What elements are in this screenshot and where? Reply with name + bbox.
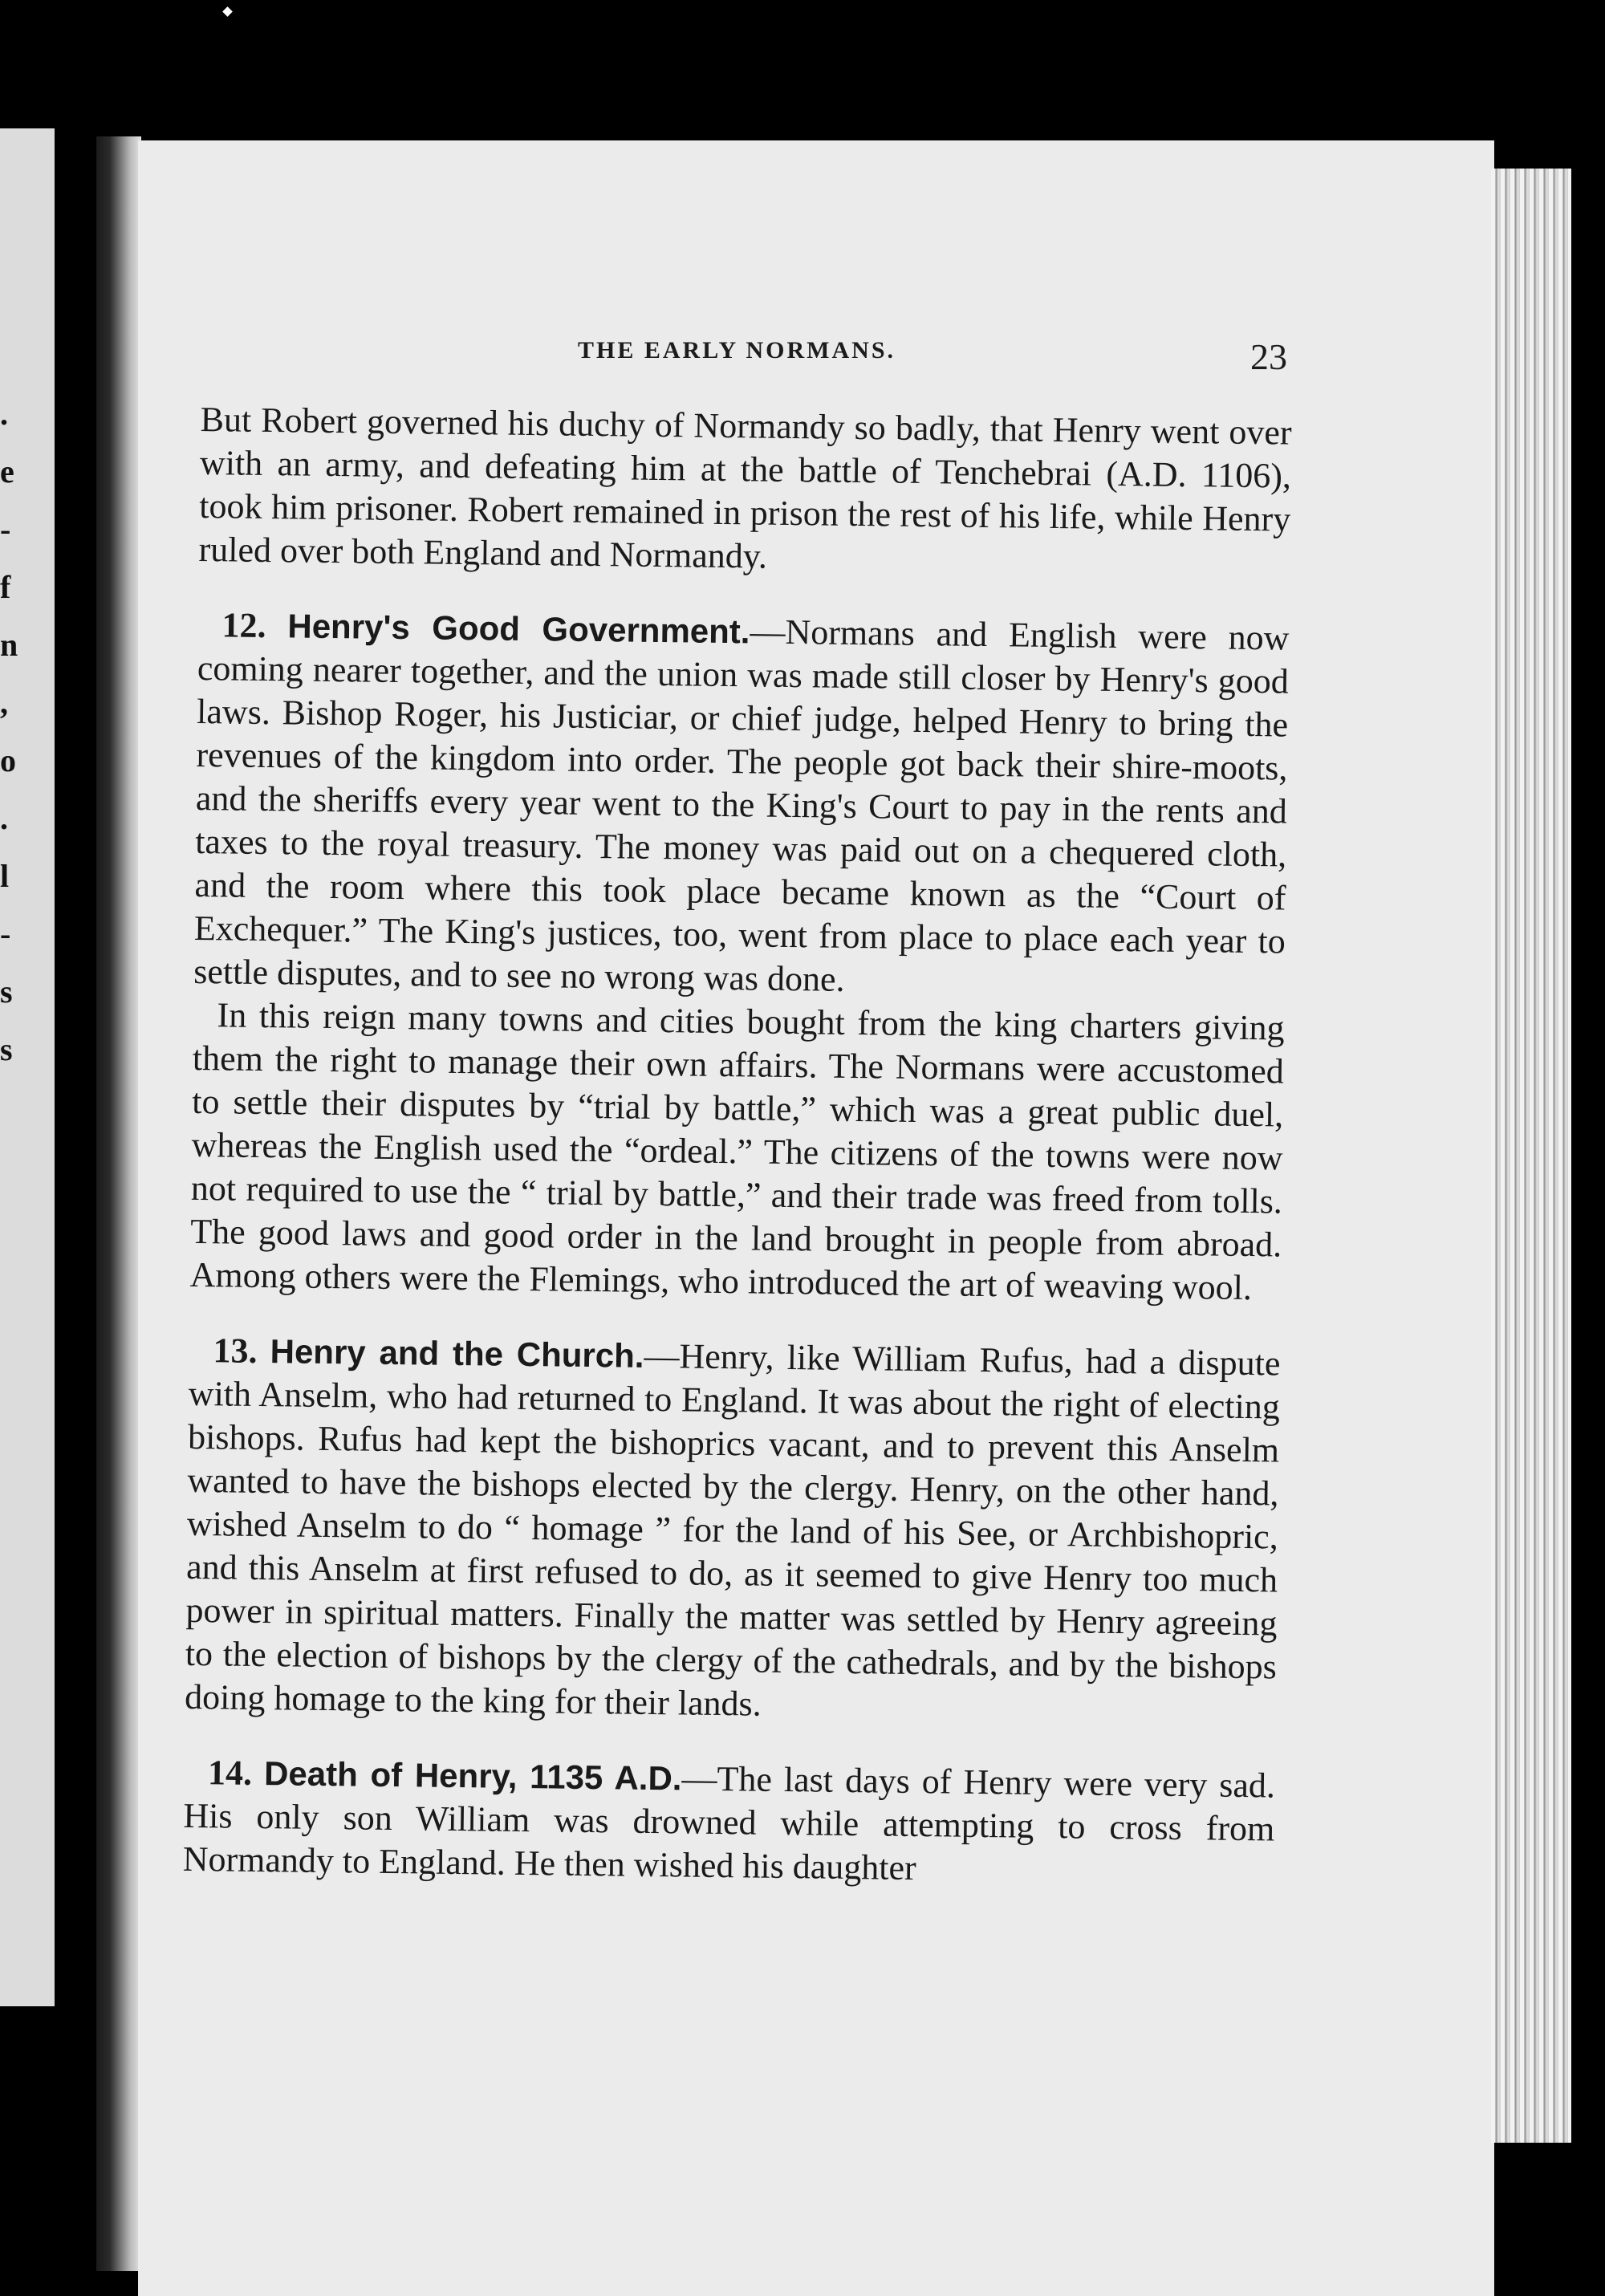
running-head: THE EARLY NORMANS. (578, 337, 896, 364)
book-spine-gutter (96, 136, 141, 2271)
fragment: s (0, 1031, 13, 1067)
section-number: 12. (221, 605, 266, 646)
paragraph-indent: In this reign many towns and cities bought from the king charters giving them the right to manage their own affairs. The Normans were accustomed to settle their disputes by “trial by battle,” which was a great public duel, whereas the English used the “ordeal.” The citizens of the towns were now not required to use the “ trial by battle,” and their trade was freed from tolls. The good laws and good order in the land brought in people from abroad. Among others were the Flemings, who introduced the art of weaving wool. (189, 995, 1285, 1308)
fragment: o (0, 742, 16, 778)
fragment: - (0, 511, 11, 547)
section-heading: Henry's Good Government. (287, 607, 750, 651)
fragment: l (0, 858, 10, 894)
fragment: . (0, 800, 8, 836)
section-text: —Normans and English were now coming nearer together, and the union was made still closer by Henry's good laws. Bishop Roger, his Justiciar, or chief judge, helped Henry to bring the revenues of the kingdom into order. The people got back their shire-moots, and the sheriffs every year went to the King's Court to pay in the rents and taxes to the royal treasury. The money was paid out on a chequered cloth, and the room where this took place became known as the “Court of Exchequer.” The King's justices, too, went from place to place each year to settle disputes, and to see no wrong was done. (193, 612, 1290, 999)
page-text (182, 398, 1291, 1894)
fragment: f (0, 569, 11, 605)
section-14 (182, 1751, 1275, 1895)
section-heading: Death of Henry, 1135 A.D. (263, 1754, 682, 1798)
fragment: - (0, 916, 11, 952)
section-number: 14. (207, 1753, 253, 1793)
fragment: , (0, 685, 8, 721)
section-12 (193, 603, 1290, 1007)
section-text: —The last days of Henry were very sad. His only son William was drowned while attempting to cross from Normandy to England. He then wished his daughter (182, 1758, 1276, 1888)
facing-page-fragments (0, 385, 19, 1079)
fragment: s (0, 973, 13, 1010)
film-mark (222, 6, 233, 17)
section-text: —Henry, like William Rufus, had a dispute with Anselm, who had returned to England. It was about the right of electing bishops. Rufus had kept the bishoprics vacant, and to prevent this Anselm wanted to have the bishops elected by the clergy. Henry, on the other hand, wished Anselm to do “ homage ” for the land of his See, or Archbishopric, and this Anselm at first refused to do, as it seemed to give Henry too much power in spiritual matters. Finally the matter was settled by Henry agreeing to the election of bishops by the clergy of the cathedrals, and by the bishops doing homage to the king for their lands. (184, 1335, 1281, 1724)
section-heading: Henry and the Church. (270, 1332, 644, 1375)
fragment: n (0, 627, 18, 663)
section-13 (185, 1329, 1281, 1733)
paragraph-continuation: But Robert governed his duchy of Normandy so badly, that Henry went over with an army, and defeating him at the battle of Tenchebrai (A.D. 1106), took him prisoner. Robert remained in prison the rest of his life, while Henry ruled over both England and Normandy. (198, 399, 1292, 576)
section-number: 13. (213, 1331, 258, 1371)
page-number: 23 (1250, 336, 1287, 377)
page-block-edge (1491, 169, 1571, 2143)
fragment: . (0, 396, 8, 432)
fragment: e (0, 453, 14, 490)
